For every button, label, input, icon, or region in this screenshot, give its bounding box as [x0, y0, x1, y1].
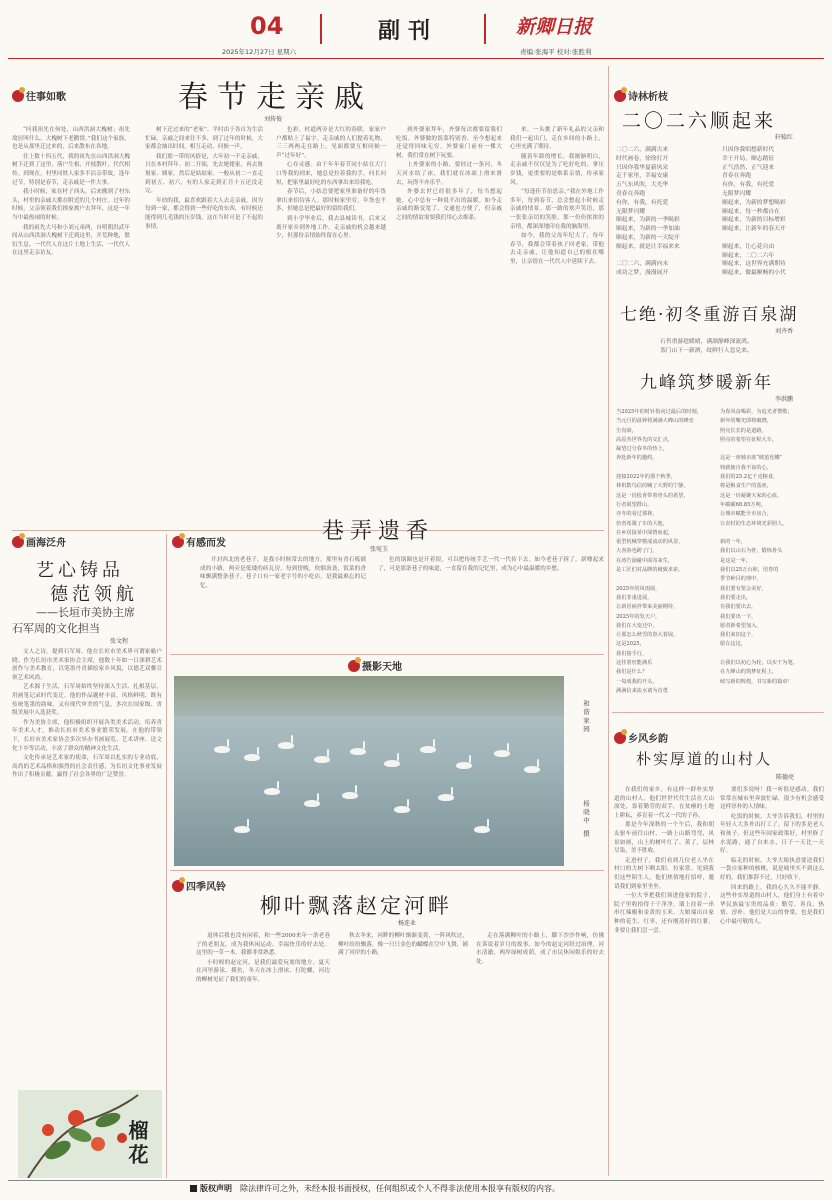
poem-line: 我们要走出， — [720, 594, 752, 601]
section-tag-art: 画海泛舟 — [12, 534, 66, 549]
poem-line: 季节种目的理中， — [720, 576, 762, 583]
section-tag-spring: 往事如歌 — [12, 88, 66, 103]
poem-line: 2025年的发天户， — [616, 613, 661, 620]
poem-line: 只因你我唱想新时代 — [722, 147, 775, 153]
poem-line: 林机数鸟信的喊了大野的宁静， — [616, 483, 689, 490]
poem-line: 续写新的辉煌，书写新的篇章！ — [720, 678, 793, 685]
poem-line: 亦冬的看过那林， — [616, 511, 658, 518]
paragraph: 退休后我也没有闲着，和一些2000来年一条老巷子的老朋友，成为我休闲运动、幸福快乐的好去处。这里的一草一木，我都非常熟悉。 — [196, 933, 330, 957]
poem-line: 顺起来，每一秒都自在 — [722, 208, 780, 215]
swan — [304, 800, 320, 807]
paragraph: 在我们的家乡，有这样一群朴实厚道的山村人，他们世世代代生活在大山深处，靠着勤劳的双手，在贫瘠的土地上耕耘，养育着一代又一代的子孙。 — [614, 787, 714, 819]
section-tag-poems: 诗林析枝 — [614, 88, 668, 103]
poem-line: 顺起来，为新的目标增彩 — [722, 217, 786, 224]
poem-line: 让新居祯祥带来美丽期待， — [616, 604, 679, 611]
poem2-line-1: 石苔重游趁暖晴，满湖静峰深流鸿。 — [660, 339, 753, 345]
spring-col-5 — [510, 126, 604, 526]
photo-caption-author: 杨晓中 摄 — [582, 800, 590, 839]
poem-line: 我们要有要会美好， — [720, 585, 767, 592]
painting-label: 榴花 — [125, 1120, 149, 1168]
poem-line: 当元旦的晨钟将满满大峰山的峰峦 — [616, 418, 694, 425]
poem-line: 二〇二六，满满吉来 — [616, 147, 669, 153]
alley-col-1 — [200, 556, 366, 652]
poem1-left-column — [616, 146, 714, 278]
poem-line: 是工匠们对品牌的极致求索。 — [616, 567, 684, 574]
footer-rule — [8, 1180, 824, 1181]
issue-date: 2025年12月27日 星期六 — [222, 48, 297, 56]
poem-line: 让那怎么秋雪的春大着展， — [616, 632, 679, 639]
poem-line: 顺起来，为新的一季加油 — [616, 226, 680, 233]
willow-title: 柳叶飘落赵定河畔 — [260, 894, 452, 918]
paragraph: 到外婆家拜年，外婆每次都要留我们吃饭。外婆做的饭菜特别香，至今想起来还觉得回味无穷。外婆家门前有一棵大树，我们常在树下玩耍。 — [396, 127, 502, 159]
poem-line: 让我们以初心为轮，以实干为笔， — [720, 660, 798, 667]
poem-line: 无限梦闪耀 — [722, 190, 751, 197]
spring-col-1 — [12, 126, 130, 502]
poem-line: 我们以山石为骨，锻炼骨头 — [720, 548, 783, 555]
poem-line: 幸于开局，顺志踏征 — [722, 155, 775, 162]
swan — [494, 750, 510, 757]
poem-line: 青春在奔跑 — [616, 190, 645, 197]
paragraph: 春节后，小姑总要把家里准备好的年货拿出来招待客人。那时候家里穷，年货也不多，但她总是把最好的留给我们。 — [276, 189, 386, 213]
masthead-divider-left — [320, 14, 322, 44]
poem-line: 高原杰世界先的交汇点， — [616, 436, 674, 443]
poem2-title: 七绝·初冬重游百泉湖 — [620, 305, 799, 325]
flower-icon — [614, 732, 626, 744]
poem-line: 走千家里，幸福安康 — [616, 173, 669, 180]
paragraph: 要们多说呀！我一听很是感动。我们常常在城市里奔波忙碌，很少有机会感受这样淳朴的人情味。 — [720, 787, 824, 811]
poem-line: 我们接手行， — [616, 650, 648, 657]
poem-line: 顺起来，做最顺畅的小代 — [722, 270, 786, 277]
column-divider — [166, 534, 167, 1178]
poem-line: 顺起来，为新的一季喝彩 — [616, 217, 680, 224]
poem-line: 正气浩然，正气迎来 — [722, 164, 775, 171]
column-divider — [608, 66, 609, 1176]
section-tag-photo: 摄影天地 — [348, 658, 402, 673]
poem1-title: 二〇二六顺起来 — [622, 110, 777, 132]
village-title: 朴实厚道的山村人 — [636, 750, 773, 768]
paragraph: 一位大爷把我们领进他家的院子，院子里收拾得干干净净，墙上挂着一串串红辣椒和金黄的玉米。大娘端出自家种的花生、红枣，还有刚蒸好的红薯，非要让我们尝一尝。 — [614, 893, 714, 934]
swan — [474, 826, 490, 833]
paragraph: 艺术源于生活，石军周始终坚持深入生活、扎根基层，用画笔记录时代变迁。他的作品题材丰富，风格鲜明，既有传统笔墨的韵味，又有现代审美的气息，多次在国家级、省级美展中入选获奖。 — [12, 684, 162, 717]
footer-label: 版权声明 — [200, 1184, 232, 1193]
paragraph: 开封西北的老巷子，是我小时候常去的地方。那里有青石板铺成的小路，两旁是低矮的砖瓦房，每到傍晚，炊烟袅袅，饭菜的香味飘满整条巷子。巷子口有一家老字号的小吃店，是我最难忘的记忆。 — [200, 557, 366, 589]
poem-line — [616, 252, 714, 261]
paragraph: 我的祖先大马和小刘元弟两，自明朝洪武年间从山西洪洞大槐树下迁到这里，开荒种地，繁衍生息。一代代人在这片土地上生活，一代代人在这里走亲访友。 — [12, 224, 130, 257]
swan — [314, 756, 330, 763]
swan — [234, 826, 250, 833]
flower-icon — [172, 880, 184, 892]
art-title-2: 德范领航 — [50, 584, 138, 605]
poem-line — [720, 529, 824, 538]
alley-author: 张宛玉 — [370, 546, 389, 553]
flower-icon — [12, 536, 24, 548]
poem-line — [616, 464, 716, 473]
poem-line — [720, 650, 824, 659]
art-subtitle-1: ——长垣市美协主席 — [36, 606, 135, 619]
swan — [244, 754, 260, 761]
poem3-right-column — [720, 408, 824, 687]
village-col-1 — [614, 786, 714, 1176]
art-subtitle-2: 石军周的文化担当 — [12, 622, 100, 635]
spring-col-3 — [276, 126, 386, 526]
paragraph: 心存灵感。由于年年春节同小姑在大门口等我的到来，她总是拉着我的手，问长问短，把家里最好吃的东西拿出来给我吃。 — [276, 162, 386, 186]
art-title-1: 艺心铸品 — [36, 560, 124, 581]
paragraph: 外婆去世已经很多年了，每当想起她，心中总有一种说不出的温暖。如今走亲戚的路变宽了，交通也方便了，但亲戚之间的情谊需要我们用心去维系。 — [396, 189, 502, 221]
flower-icon — [172, 536, 184, 548]
section-rule — [170, 654, 604, 655]
flower-icon — [12, 90, 24, 102]
swan — [214, 746, 230, 753]
section-tag-village: 乡风乡韵 — [614, 730, 668, 745]
paragraph: 随着年龄的增长，我渐渐明白，走亲戚不仅仅是为了吃好吃的、拿压岁钱，更重要的是维系亲情，传承家风。 — [510, 153, 604, 186]
section-tag-alley: 有感而发 — [172, 534, 226, 549]
paragraph: 我小时候，家在村子西头，后来搬到了村东头，村里的亲戚大都在附近的几个村庄。过年的时候，父亲领着我们挨家挨户去拜年，这是一年当中最热闹的时候。 — [12, 189, 130, 221]
poem-line: 愿者新希望加入， — [720, 622, 762, 629]
poem-line: 有你，有我，有托爱 — [616, 199, 669, 206]
poem-line: 照亮的希望在征程大车。 — [720, 436, 778, 443]
flower-icon — [614, 90, 626, 102]
poem-line: 顺起来，为新的一天绽开 — [616, 234, 680, 241]
paragraph: 走在落满柳叶的小路上，脚下沙沙作响，仿佛在诉说着岁月的故事。如今的赵定河经过治理，河水清澈，两岸绿树成荫，成了市民休闲娱乐的好去处。 — [476, 933, 604, 965]
willow-col-2 — [338, 932, 468, 1178]
village-col-2 — [720, 786, 824, 1176]
poem-line: 让城市赋能全市房合， — [720, 511, 772, 518]
poem2-author: 刘齐香 — [775, 328, 794, 335]
poem-line: 有你，有我，有托爱 — [722, 182, 775, 189]
poem-line: 重型机械穿梭成流动的风景， — [616, 539, 684, 546]
footer-square-icon — [190, 1185, 197, 1192]
paragraph: 作为美协主席，他积极组织开展各类美术活动，培养青年美术人才，推动长垣市美术事业繁荣发展。在他的带领下，长垣市美术家协会多次举办书画展览、艺术讲座、送文化下乡等活动，丰富了群众的精神文化生活。 — [12, 719, 162, 752]
poem-line: 愿在这这， — [720, 641, 746, 648]
spring-col-2 — [145, 126, 263, 526]
paragraph: 来，一头挑了新年礼品的父亲和我们一起出门，走在乡间的小路上，心里充满了期待。 — [510, 127, 604, 151]
poem-line: 我们要出一下， — [720, 613, 757, 620]
swan — [278, 742, 294, 749]
masthead-rule — [8, 58, 824, 59]
paragraph: 文人之诗。提到石军周，他在长垣市美术界可谓家喻户晓。作为长垣市美术家协会主席，他数十年如一日深耕艺术创作与美术教育，以笔墨丹青描绘家乡风貌，以德艺双馨引领艺术风尚。 — [12, 649, 162, 681]
poem3-left-column — [616, 408, 716, 696]
poem-line: 照亮长长的是道路， — [720, 427, 767, 434]
poem-line: 倍者希冀了车的大地， — [616, 520, 668, 527]
poem-line: 新的一年， — [720, 539, 746, 546]
poem-line: 顺起来，这世界充满期待 — [722, 261, 786, 268]
poem-line: 在涛告涌碰中面寄来生， — [616, 557, 674, 564]
poem-line: 让农村的生态环境光彩照人。 — [720, 520, 788, 527]
poem-line: 顺起来，二〇二六年 — [722, 252, 775, 259]
poem-line — [616, 575, 716, 584]
swan — [350, 748, 366, 755]
swan — [384, 760, 400, 767]
poem-line: 这是一份报喜带着骨头的希望， — [616, 492, 689, 499]
footer — [190, 1183, 560, 1194]
poem-line: 有我们要出去。 — [720, 604, 757, 611]
paragraph: 上外婆家的小路，要经过一条河，冬天河水结了冰，我们就在冰面上滑来滑去，玩得不亦乐乎。 — [396, 162, 502, 186]
poem-line: 二〇二六，满满向未 — [616, 261, 669, 268]
poem1-author: 轩辕红 — [775, 134, 794, 141]
swan — [342, 792, 358, 799]
poem-line: 将是粮食生产的基座， — [720, 483, 772, 490]
poem-line: 顺起来，让新年的春天开 — [722, 226, 786, 233]
willow-col-1 — [196, 932, 330, 1178]
poem-line: 凝望过分春冬的热土， — [616, 446, 668, 453]
paragraph: 年幼的我，最喜欢跟着大人去走亲戚，因为每到一家，都会得到一些好吃的东西，有时候还能得到几毛钱的压岁钱，这在当时可是了不起的事情。 — [145, 197, 263, 230]
poem-line: 一每成我的开头， — [616, 678, 658, 685]
paragraph: 临走的时候，大爷大娘执意要送我们一袋自家种的核桃，说是城里买不到这么好的。我们推辞不过，只好收下。 — [720, 857, 824, 881]
spring-author: 刘传俊 — [264, 116, 283, 123]
poem-line: 新年的曙光即将破晓， — [720, 418, 772, 425]
paragraph: 到小学毕业后，我去县城读书，后来又离开家乡到外地工作。走亲戚的机会越来越少，但那份亲情始终留在心里。 — [276, 215, 386, 240]
poem-line: 在九峰山的筑梦征程上， — [720, 669, 778, 676]
paragraph: 色的锅圈也是开着很，可以把传统手艺一代一代传下去。如今老巷子拆了，新楼起来了，可是那条巷子的味道，一直留在我的记忆里，成为心中最温暖的乡愁。 — [378, 557, 604, 572]
paragraph: “每逢佳节倍思亲。”我在外地工作多年，每到春节，总会想起小时候走亲戚的情景。那一路的欢声笑语，那一张张亲切的笑脸，那一份份浓浓的亲情，都深深地印在我的脑海里。 — [510, 189, 604, 230]
poem-line: 青春在奔跑 — [722, 173, 751, 180]
poem3-author: 李洪鹏 — [775, 396, 794, 403]
poem-line: 顺起来，让心花自由 — [722, 243, 775, 250]
spring-col-4 — [396, 126, 502, 526]
poem-line: 在乡居接某中深情而起， — [616, 529, 674, 536]
section-title: 副刊 — [378, 19, 439, 44]
section-tag-willow: 四季风铃 — [172, 878, 226, 893]
poem-line: 这是一份凝聚大家的心血， — [720, 492, 783, 499]
poem-line: 只因你我华夏新风采 — [616, 164, 669, 171]
editors: 责编:张海平 校对:张胜利 — [520, 48, 592, 56]
poem-line: 年碳碳68.85万吨。 — [720, 501, 766, 508]
poem-line — [722, 234, 820, 243]
page-number: 04 — [250, 12, 284, 40]
poem-line: 为春风奋喝彩，为追光者赞歌； — [720, 409, 793, 415]
photo-caption-title: 和谐家园 — [582, 700, 590, 734]
poem-line — [720, 445, 824, 454]
poem-line: 2025年的风雨展， — [616, 585, 661, 592]
paper-logo: 新卿日报 — [516, 16, 593, 38]
poem-line: 奔赴新年的邀约。 — [616, 455, 658, 462]
paragraph: 我们那一带的风俗是，大年初一不走亲戚，只在本村拜年。初二开始，先去姥姥家，再去舅舅家、姨家，然后是姑姑家。一般从初二一直走到初五、初六，有的人家走到正月十五还没走完。 — [145, 153, 263, 195]
paragraph: “问我祖先在何处，山西洪洞大槐树；祖先故居叫什么，大槐树下老鹳窝。”我们这个家族，也是从那里迁过来的，后来散布在各地。 — [12, 127, 130, 151]
paragraph: 往上数十四五代，我的祖先在山西洪洞大槐树下迁到了这里，落户生根，开枝散叶，代代相传。到现在，村里同姓人家多半沾亲带故，逢年过节，特别是春节，走亲戚是一件大事。 — [12, 153, 130, 186]
poem-line: 迎接2022年的那个秋季， — [616, 474, 676, 481]
art-text — [12, 648, 162, 1086]
swan — [394, 806, 410, 813]
section-rule — [12, 530, 604, 531]
poem3-title: 九峰筑梦暖新年 — [640, 373, 773, 393]
paragraph: 小时候的赵定河，是我们最爱玩耍的地方。夏天在河里游泳、摸鱼，冬天在冰上滑冰、打陀螺，河边的柳树见证了我们的童年。 — [196, 959, 330, 983]
poem-line: 尘沟染， — [616, 427, 637, 434]
poem-line: 大喜眷也跨了门， — [616, 548, 658, 555]
poem-line: 无限梦闪耀 — [616, 208, 645, 215]
paragraph: 走进村子，我们看到几位老人坐在村口的大树下晒太阳、拉家常。见到我们这些陌生人，他们热情地打招呼，邀请我们到家里坐坐。 — [614, 857, 714, 890]
willow-col-3 — [476, 932, 604, 1178]
poem-line: 是这是一年， — [720, 557, 752, 564]
poem-line: 我们在大变迁中， — [616, 622, 658, 629]
paragraph: 那是今年深秋的一个午后，我和朋友驱车前往山村，一路上山路弯弯，风景如画，山上的树叶红了、黄了，层林尽染，美不胜收。 — [614, 822, 714, 855]
photo-reeds — [174, 676, 564, 716]
masthead-divider-right — [484, 14, 486, 44]
swan — [420, 746, 436, 753]
poem-line: 满满信来流水诸为首勇 — [616, 687, 668, 694]
poem-line: 当2025年的时针指向过最后的时刻， — [616, 409, 702, 415]
paragraph: 色彩。村道两旁是大红的春联，家家户户都贴上了福字。走亲戚的人们提着礼物，三三两两走在路上，见面都要互相问候一声“过年好”。 — [276, 127, 386, 159]
paragraph: 树下迁过来的“老家”。平时由于各自为生活忙碌，亲戚之间来往不多，到了过年的时候，大家都会抽出时间，相互走动，问候一声。 — [145, 127, 263, 151]
poem-line: 顺起来，就是让幸福来来 — [616, 243, 680, 250]
poem-line: 这挂着丝能满乐 — [616, 660, 653, 667]
swan — [524, 766, 540, 773]
paragraph: 秋去冬来，河畔的柳叶渐渐变黄，一阵风吹过，柳叶纷纷飘落，像一只只金色的蝴蝶在空中飞舞，铺满了河岸的小路。 — [338, 933, 468, 957]
section-rule — [612, 712, 824, 713]
village-author: 陈德亮 — [776, 774, 795, 781]
section-rule — [170, 870, 604, 871]
poem1-right-column — [722, 146, 820, 278]
poem-line: 我们以25万台和，培育的 — [720, 567, 779, 574]
poem-line: 时代画卷，徐徐打开 — [616, 155, 669, 162]
willow-author: 杨连业 — [398, 920, 417, 927]
paragraph: 回来的路上，我的心久久不能平静。这些朴实厚道的山村人，他们身上有着中华民族最宝贵的品质：勤劳、善良、热情、淳朴。他们是大山的脊梁，也是我们心中最可敬的人。 — [720, 884, 824, 925]
swan — [456, 762, 472, 769]
poem-line: 行者展望群山， — [616, 501, 653, 508]
poem-line: 五气东风吹，大光华 — [616, 182, 669, 189]
poem-line: 我们是什么？ — [616, 669, 648, 676]
poem-line: 成功之梦，漫漫展开 — [616, 270, 669, 277]
pomegranate-painting — [18, 1090, 162, 1178]
poem-line: 这是一座城市欲“破茧化蝶” — [720, 455, 783, 462]
swan — [264, 788, 280, 795]
footer-text: 除法律许可之外，未经本报书面授权，任何组织或个人不得非法使用本报享有版权的内容。 — [240, 1184, 560, 1193]
poem-line: 我们的25.2亿千克粮食， — [720, 474, 779, 481]
poem-line: 铸就使自我不衰的心， — [720, 464, 772, 471]
flower-icon — [348, 660, 360, 672]
swan-photo — [174, 676, 564, 866]
spring-title: 春节走亲戚 — [178, 80, 373, 115]
poem-line: 我们非重进展， — [616, 594, 653, 601]
poem-line: 顺起来，为新的梦想喝彩 — [722, 199, 786, 206]
poem-line: 这是2025， — [616, 641, 645, 648]
art-author: 张文程 — [110, 638, 129, 645]
alley-title: 巷弄遗香 — [322, 519, 435, 544]
paragraph: 如今，我的父母年纪大了，每年春节，我都会带着孩子回老家，带他去走亲戚，让他知道自己的根在哪里，让亲情在一代代人中延续下去。 — [510, 233, 604, 265]
poem-line: 我们来扣这个， — [720, 632, 757, 639]
paragraph: 吃饭的时候，大爷告诉我们，村里的年轻人大多外出打工了，留下的多是老人和孩子。但这些年国家政策好，村里修了水泥路，通了自来水，日子一天比一天好。 — [720, 813, 824, 855]
poem2-line-2: 茶门山下一新酒，纹鲜行人忽兑来。 — [660, 348, 753, 354]
swan — [438, 794, 454, 801]
alley-col-2 — [378, 556, 604, 652]
paragraph: 文化传承是艺术家的使命，石军周以扎实的专业功底、高尚的艺术品格和强烈的社会责任感，为长垣文化事业发展作出了积极贡献，赢得了社会各界的广泛赞誉。 — [12, 755, 162, 779]
